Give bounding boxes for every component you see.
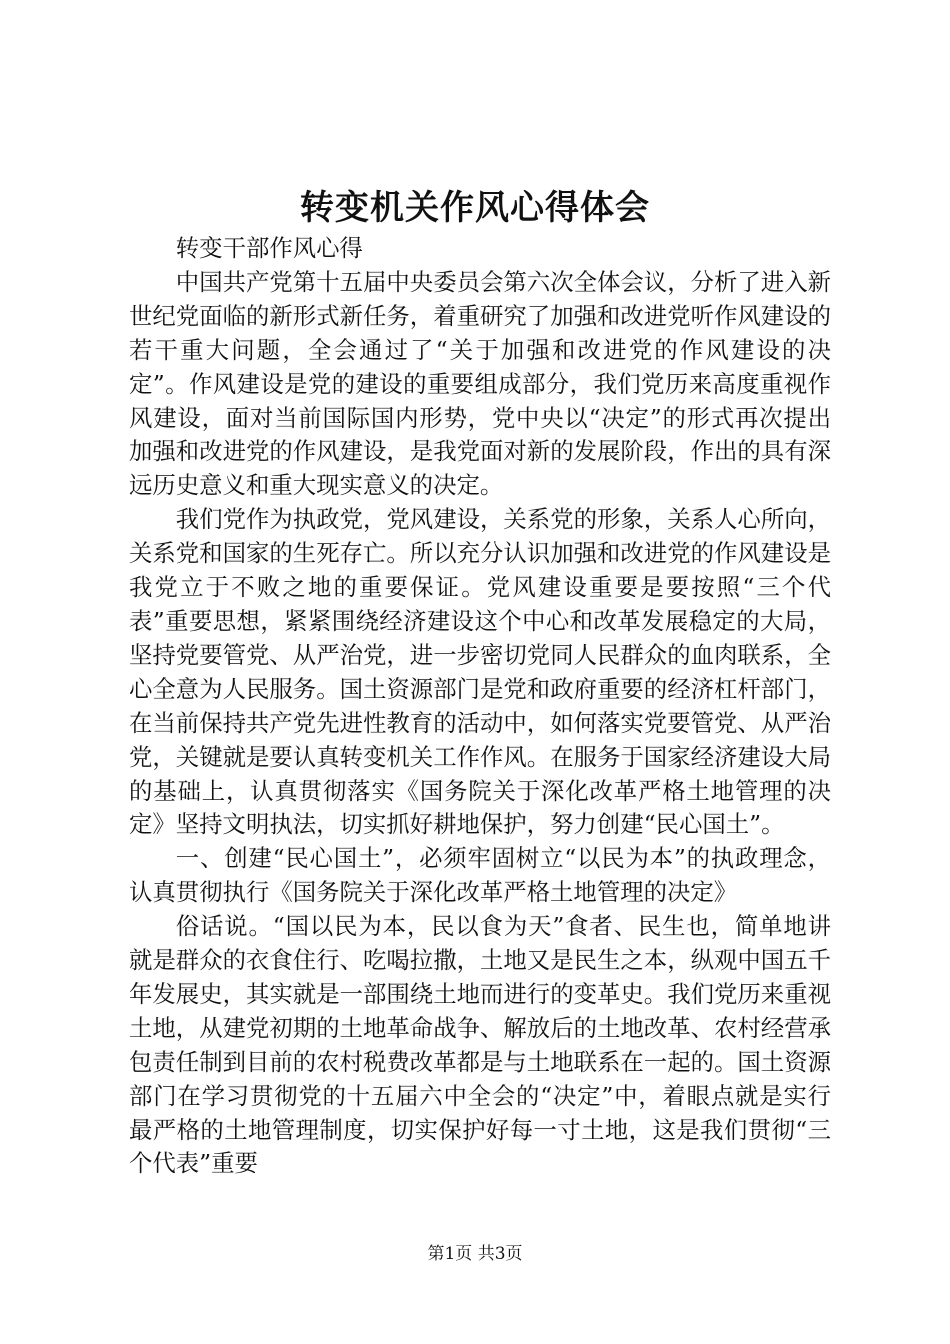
document-title: 转变机关作风心得体会 [300, 188, 650, 228]
paragraph-subtitle: 转变干部作风心得 [175, 234, 363, 262]
document-body [129, 232, 831, 1181]
page-footer: 第1页 共3页 [427, 1244, 523, 1264]
paragraph: 中国共产党第十五届中央委员会第六次全体会议，分析了进入新世纪党面临的新形式新任务，着重研究了加强和改进党听作风建设的若干重大问题，全会通过了“关于加强和改进党的作风建设的决定”。作风建设是党的建设的重要组成部分，我们党历来高度重视作风建设，面对当前国际国内形势，党中央以“决定”的形式再次提出加强和改进党的作风建设，是我党面对新的发展阶段，作出的具有深远历史意义和重大现实意义的决定。 [129, 267, 831, 500]
paragraph: 我们党作为执政党，党风建设，关系党的形象，关系人心所向，关系党和国家的生死存亡。所以充分认识加强和改进党的作风建设是我党立于不败之地的重要保证。党风建设重要是要按照“三个代表”重要思想，紧紧围绕经济建设这个中心和改革发展稳定的大局，坚持党要管党、从严治党，进一步密切党同人民群众的血肉联系，全心全意为人民服务。国土资源部门是党和政府重要的经济杠杆部门，在当前保持共产党先进性教育的活动中，如何落实党要管党、从严治党，关键就是要认真转变机关工作作风。在服务于国家经济建设大局的基础上，认真贯彻落实《国务院关于深化改革严格土地管理的决定》坚持文明执法，切实抓好耕地保护，努力创建“民心国土”。 [129, 505, 831, 839]
paragraph: 俗话说。“国以民为本，民以食为天”食者、民生也，简单地讲就是群众的衣食住行、吃喝拉撒，土地又是民生之本，纵观中国五千年发展史，其实就是一部围绕土地而进行的变革史。我们党历来重视土地，从建党初期的土地革命战争、解放后的土地改革、农村经营承包责任制到目前的农村税费改革都是与土地联系在一起的。国土资源部门在学习贯彻党的十五届六中全会的“决定”中，着眼点就是实行最严格的土地管理制度，切实保护好每一寸土地，这是我们贯彻“三个代表”重要 [129, 912, 831, 1178]
paragraph-section-heading: 一、创建“民心国土”，必须牢固树立“以民为本”的执政理念，认真贯彻执行《国务院关于深化改革严格土地管理的决定》 [129, 844, 831, 907]
